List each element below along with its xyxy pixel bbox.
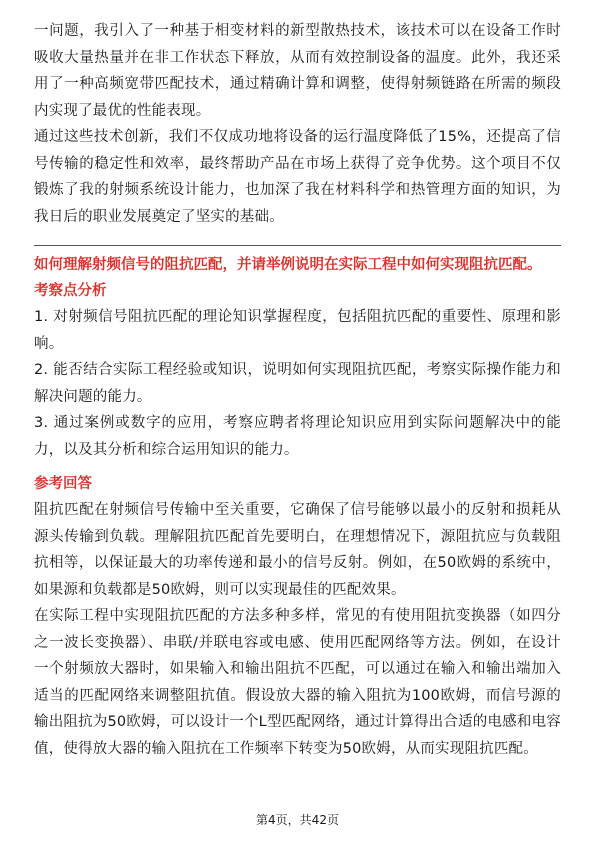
analysis-heading: 考察点分析 [34,283,107,299]
intro-paragraph-1: 一问题，我引入了一种基于相变材料的新型散热技术，该技术可以在设备工作时吸收大量热量并在非工作状态下释放，从而有效控制设备的温度。此外，我还采用了一种高频宽带匹配技术，通过精确计算和调整，使得射频链路在所需的频段内实现了最优的性能表现。 [34,23,561,119]
analysis-item-3: 3. 通过案例或数字的应用，考察应聘者将理论知识应用到实际问题解决中的能力，以及其分析和综合运用知识的能力。 [34,415,561,458]
analysis-item-2: 2. 能否结合实际工程经验或知识，说明如何实现阻抗匹配，考察实际操作能力和解决问题的能力。 [34,362,561,405]
analysis-item-1: 1. 对射频信号阻抗匹配的理论知识掌握程度，包括阻抗匹配的重要性、原理和影响。 [34,309,561,352]
intro-paragraph-2: 通过这些技术创新，我们不仅成功地将设备的运行温度降低了15%，还提高了信号传输的稳定性和效率，最终帮助产品在市场上获得了竞争优势。这个项目不仅锻炼了我的射频系统设计能力，也加深了我在材料科学和热管理方面的知识，为我日后的职业发展奠定了坚实的基础。 [34,129,561,225]
section-divider [34,245,561,246]
page-footer: 第4页，共42页 [256,813,339,827]
document-page [34,18,561,762]
answer-paragraph-2: 在实际工程中实现阻抗匹配的方法多种多样，常见的有使用阻抗变换器（如四分之一波长变换器）、串联/并联电容或电感、使用匹配网络等方法。例如，在设计一个射频放大器时，如果输入和输出阻抗不匹配，可以通过在输入和输出端加入适当的匹配网络来调整阻抗值。假设放大器的输入阻抗为100欧姆，而信号源的输出阻抗为50欧姆，可以设计一个L型匹配网络，通过计算得出合适的电感和电容值，使得放大器的输入阻抗在工作频率下转变为50欧姆，从而实现阻抗匹配。 [34,608,561,757]
answer-heading: 参考回答 [34,476,92,492]
question-title: 如何理解射频信号的阻抗匹配，并请举例说明在实际工程中如何实现阻抗匹配。 [34,257,542,273]
answer-paragraph-1: 阻抗匹配在射频信号传输中至关重要，它确保了信号能够以最小的反射和损耗从源头传输到负载。理解阻抗匹配首先要明白，在理想情况下，源阻抗应与负载阻抗相等，以保证最大的功率传递和最小的信号反射。例如，在50欧姆的系统中，如果源和负载都是50欧姆，则可以实现最佳的匹配效果。 [34,502,561,598]
